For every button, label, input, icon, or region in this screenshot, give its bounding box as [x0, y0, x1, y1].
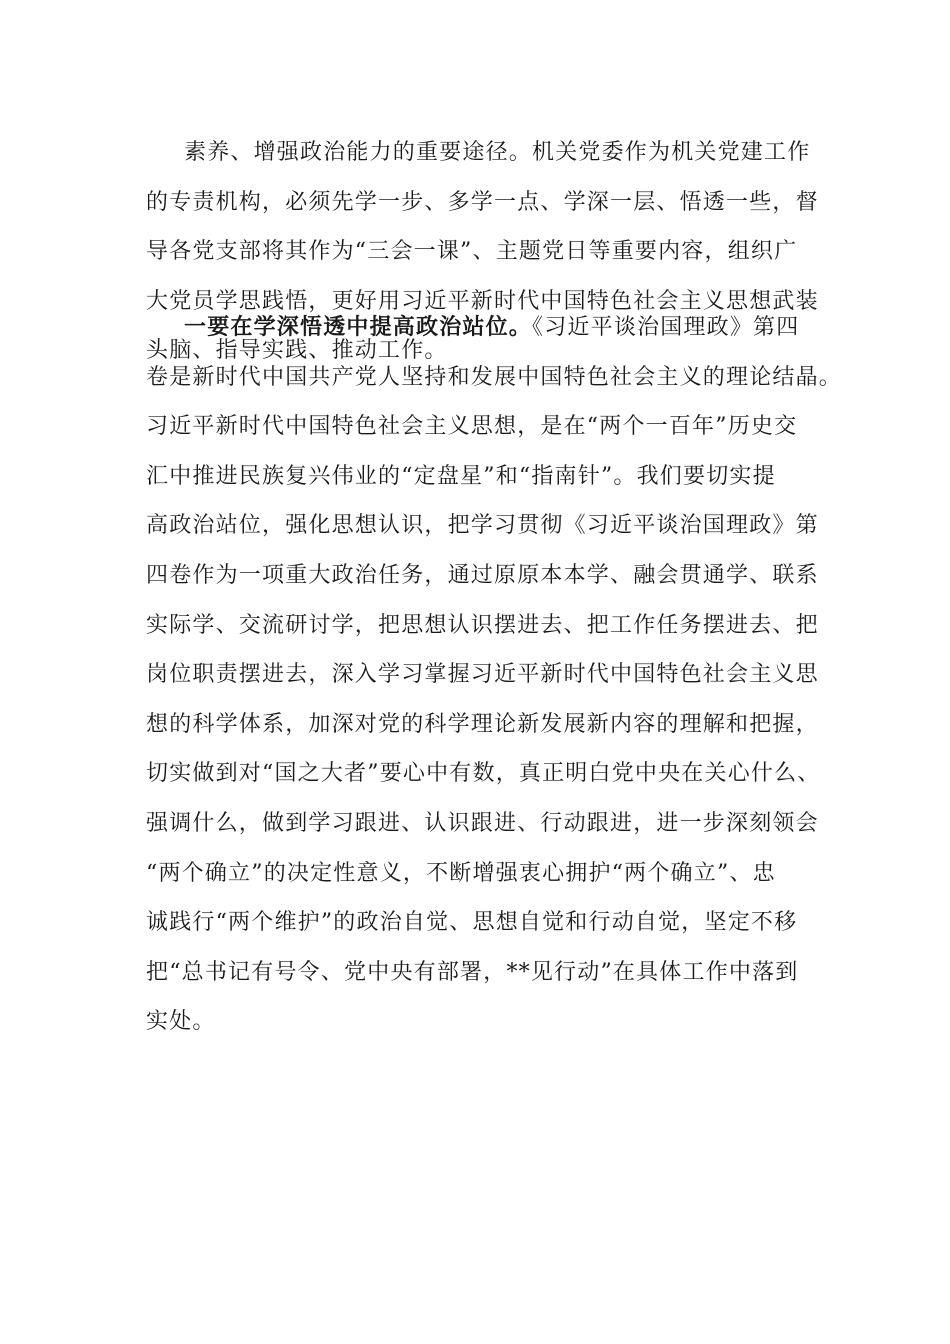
text-line: 汇中推进民族复兴伟业的“定盘星”和“指南针”。我们要切实提 [146, 463, 776, 489]
paragraph-heading: 一要在学深悟透中提高政治站位。 [184, 315, 533, 340]
text-line: 岗位职责摆进去，深入学习掌握习近平新时代中国特色社会主义思 [146, 662, 819, 688]
heading-continuation: 《习近平谈治国理政》第四 [532, 315, 800, 340]
text-line: 把“总书记有号令、党中央有部署，**见行动”在具体工作中落到 [146, 959, 799, 985]
text-line: 实际学、交流研讨学，把思想认识摆进去、把工作任务摆进去、把 [146, 612, 819, 638]
text-line: 素养、增强政治能力的重要途径。机关党委作为机关党建工作 [184, 140, 811, 165]
text-line: 头脑、指导实践、推动工作。 [146, 338, 448, 364]
text-line: “两个确立”的决定性意义，不断增强衷心拥护“两个确立”、忠 [146, 860, 776, 886]
text-line-first [146, 303, 836, 353]
paragraph-2 [146, 303, 843, 1047]
text-line: 导各党支部将其作为“三会一课”、主题党日等重要内容，组织广 [146, 239, 798, 265]
text-line: 卷是新时代中国共产党人坚持和发展中国特色社会主义的理论结晶。 [146, 364, 843, 390]
text-line: 大党员学思践悟，更好用习近平新时代中国特色社会主义思想武装 [146, 288, 819, 314]
text-line: 实处。 [146, 1009, 216, 1035]
text-line: 四卷作为一项重大政治任务，通过原原本本学、融会贯通学、联系 [146, 562, 819, 588]
text-line: 切实做到对“国之大者”要心中有数，真正明白党中央在关心什么、 [146, 761, 821, 787]
text-line: 高政治站位，强化思想认识，把学习贯彻《习近平谈治国理政》第 [146, 513, 819, 539]
text-line: 想的科学体系，加深对党的科学理论新发展新内容的理解和把握， [146, 711, 819, 737]
text-line: 强调什么，做到学习跟进、认识跟进、行动跟进，进一步深刻领会 [146, 810, 819, 836]
text-line: 习近平新时代中国特色社会主义思想，是在“两个一百年”历史交 [146, 414, 798, 440]
text-line: 诚践行“两个维护”的政治自觉、思想自觉和行动自觉，坚定不移 [146, 910, 798, 936]
text-line: 的专责机构，必须先学一步、多学一点、学深一层、悟透一些，督 [146, 189, 819, 215]
